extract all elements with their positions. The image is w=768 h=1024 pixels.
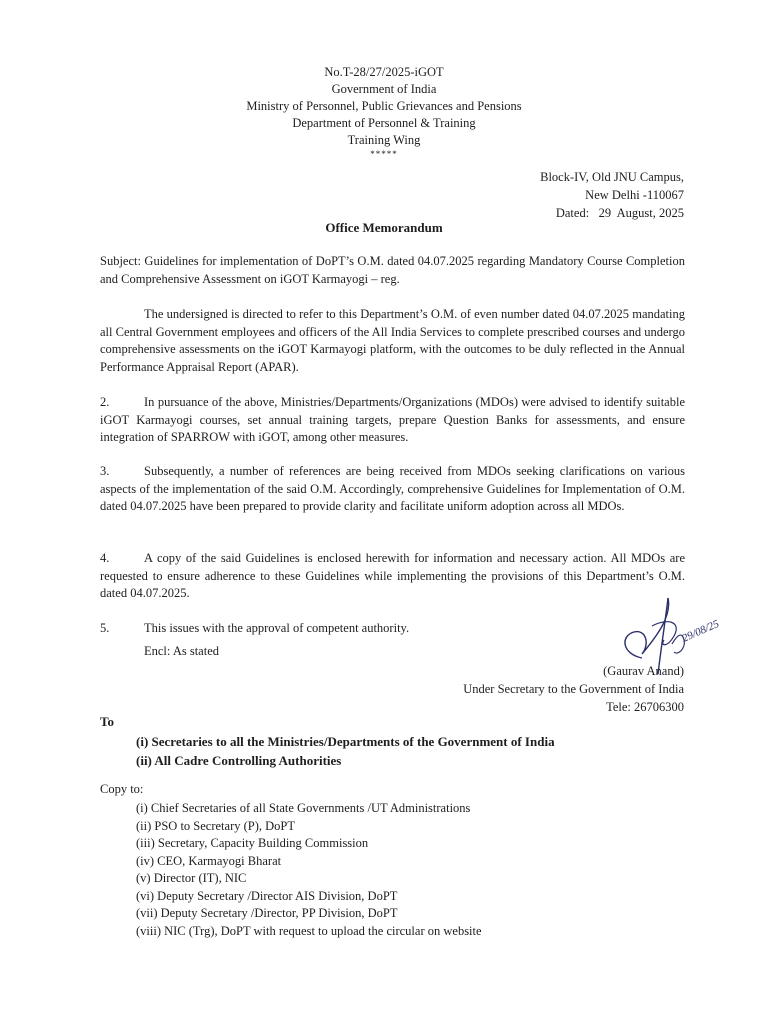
wing-line: Training Wing [347, 133, 421, 147]
department-line: Department of Personnel & Training [292, 116, 476, 130]
dated-label: Dated: [555, 206, 590, 220]
paragraph-2-number: 2. [100, 395, 110, 409]
copy-to-item: (vii) Deputy Secretary /Director, PP Division, DoPT [136, 906, 398, 920]
copy-to-list [136, 800, 482, 940]
copy-to-item: (iii) Secretary, Capacity Building Commission [136, 836, 369, 850]
paragraph-2-text: In pursuance of the above, Ministries/Departments/Organizations (MDOs) were advised to identify suitable iGOT Karmayogi courses, set annual training targets, prepare Question Banks for assessments, and ensure integration of SPARROW with iGOT, among other measures. [100, 395, 685, 444]
signatory-telephone: Tele: 26706300 [606, 700, 684, 714]
separator-stars: ***** [370, 149, 398, 159]
copy-to-item: (viii) NIC (Trg), DoPT with request to upload the circular on website [136, 923, 482, 938]
address-block [540, 168, 684, 222]
copy-to-item: (vi) Deputy Secretary /Director AIS Division, DoPT [136, 888, 398, 903]
paragraph-5-number: 5. [100, 621, 110, 635]
paragraph-5-text: This issues with the approval of competent authority. [144, 621, 410, 635]
enclosure-note: Encl: As stated [144, 644, 219, 658]
copy-to-item: (i) Chief Secretaries of all State Governments /UT Administrations [136, 801, 471, 815]
paragraph-4-number: 4. [100, 551, 110, 565]
memo-title: Office Memorandum [325, 220, 443, 235]
paragraph-3 [100, 463, 685, 516]
paragraph-5 [100, 620, 685, 638]
paragraph-2 [100, 394, 685, 447]
signature-date: 29/08/25 [680, 617, 721, 645]
file-number: No.T-28/27/2025-iGOT [324, 65, 444, 79]
to-list [136, 732, 555, 770]
copy-to-item: (v) Director (IT), NIC [136, 871, 247, 885]
paragraph-4 [100, 550, 685, 603]
copy-to-item: (iv) CEO, Karmayogi Bharat [136, 853, 282, 868]
signatory-block [463, 662, 684, 716]
paragraph-4-text: A copy of the said Guidelines is enclosed herewith for information and necessary action. All MDOs are requested to ensure adherence to these Guidelines while implementing the provisions of this Department’s O.M. dated 04.07.2025. [100, 551, 685, 600]
subject-line: Subject: Guidelines for implementation of DoPT’s O.M. dated 04.07.2025 regarding Mandatory Course Completion and Comprehensive Assessment on iGOT Karmayogi – reg. [100, 254, 685, 286]
address-line-2: New Delhi -110067 [585, 188, 684, 202]
to-label: To [100, 714, 114, 729]
signatory-designation: Under Secretary to the Government of India [463, 682, 684, 696]
copy-to-label: Copy to: [100, 782, 144, 796]
to-item: (ii) All Cadre Controlling Authorities [136, 753, 342, 768]
paragraph-3-number: 3. [100, 464, 110, 478]
paragraph-1: The undersigned is directed to refer to this Department’s O.M. of even number dated 04.07.2025 mandating all Central Government employees and officers of the All India Services to complete prescribed courses and undergo comprehensive assessments on the iGOT Karmayogi platform, with the outcomes to be duly reflected in the Annual Performance Appraisal Report (APAR). [100, 307, 685, 374]
paragraph-3-text: Subsequently, a number of references are being received from MDOs seeking clarifications on various aspects of the implementation of the said O.M. Accordingly, comprehensive Guidelines for Implementation of O.M. dated 04.07.2025 have been prepared to provide clarity and facilitate uniform adoption across all MDOs. [100, 464, 685, 513]
government-line: Government of India [331, 82, 437, 96]
letterhead [0, 64, 768, 159]
signatory-name: (Gaurav Anand) [603, 664, 684, 678]
address-line-1: Block-IV, Old JNU Campus, [540, 170, 684, 184]
copy-to-item: (ii) PSO to Secretary (P), DoPT [136, 818, 296, 833]
to-item: (i) Secretaries to all the Ministries/Departments of the Government of India [136, 734, 555, 749]
ministry-line: Ministry of Personnel, Public Grievances and Pensions [246, 99, 522, 113]
dated-value: 29 August, 2025 [598, 206, 684, 220]
